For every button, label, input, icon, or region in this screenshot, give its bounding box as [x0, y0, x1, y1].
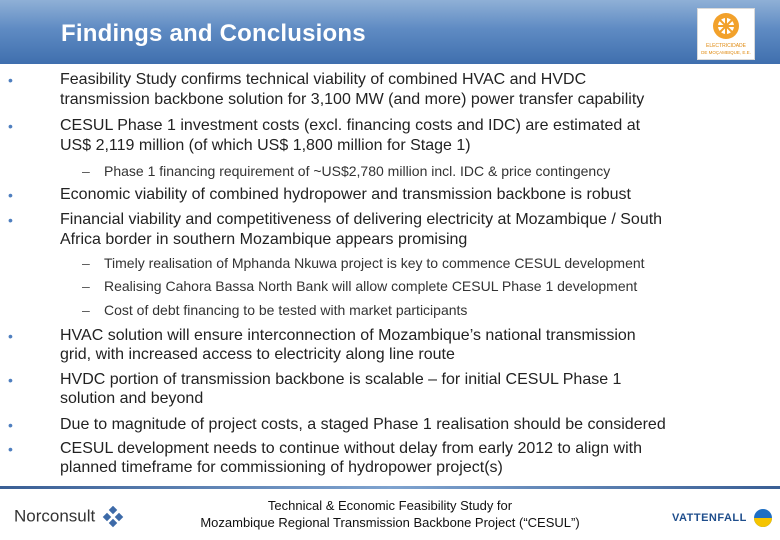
sub-text: Phase 1 financing requirement of ~US$2,780 million incl. IDC & price contingency [104, 163, 611, 179]
bullet-dot: • [8, 417, 13, 433]
bullet-dot: • [8, 441, 13, 457]
vattenfall-mark-icon [753, 508, 773, 528]
norconsult-text: Norconsult [14, 506, 96, 526]
bullet-dot: • [8, 118, 13, 134]
sub-dash: – [82, 302, 90, 318]
footer-line-1: Technical & Economic Feasibility Study for [267, 498, 513, 513]
vattenfall-text: VATTENFALL [672, 511, 747, 524]
bullet-dot: • [8, 212, 13, 228]
bullet-text: Financial viability and competitiveness of delivering electricity at Mozambique / South [60, 211, 663, 228]
footer-caption [0, 497, 780, 531]
logo-text-2: DE MOÇAMBIQUE, E.E. [701, 50, 751, 55]
bullet-dot: • [8, 372, 13, 388]
bullet-text: solution and beyond [60, 390, 204, 407]
sub-text: Timely realisation of Mphanda Nkuwa project is key to commence CESUL development [104, 255, 645, 271]
bullet-dot: • [8, 187, 13, 203]
sub-dash: – [82, 255, 90, 271]
footer-divider [0, 486, 780, 489]
bullet-dot: • [8, 72, 13, 88]
sub-bullet-4 [82, 299, 467, 321]
header-bar [0, 0, 780, 64]
logo-text-1: ELECTRICIDADE [705, 43, 747, 49]
bullet-text: CESUL development needs to continue without delay from early 2012 to align with [60, 440, 642, 457]
bullet-text: Africa border in southern Mozambique appears promising [60, 231, 468, 248]
bullet-dot: • [8, 328, 13, 344]
sub-text: Cost of debt financing to be tested with market participants [104, 302, 468, 318]
bullet-text: CESUL Phase 1 investment costs (excl. financing costs and IDC) are estimated at [60, 117, 641, 134]
bullet-text: Due to magnitude of project costs, a staged Phase 1 realisation should be considered [60, 416, 666, 433]
footer-line-2: Mozambique Regional Transmission Backbone Project (“CESUL”) [200, 515, 580, 530]
sub-bullet-1 [82, 160, 610, 182]
bullet-text: US$ 2,119 million (of which US$ 1,800 million for Stage 1) [60, 137, 471, 154]
page-title: Findings and Conclusions [61, 20, 366, 47]
sub-bullet-2 [82, 252, 645, 274]
bullet-text: HVDC portion of transmission backbone is scalable – for initial CESUL Phase 1 [60, 371, 622, 388]
bullet-text: Feasibility Study confirms technical viability of combined HVAC and HVDC [60, 71, 587, 88]
bullet-text: Economic viability of combined hydropower and transmission backbone is robust [60, 186, 631, 203]
sub-dash: – [82, 278, 90, 294]
bullet-text: HVAC solution will ensure interconnection of Mozambique’s national transmission [60, 327, 636, 344]
sub-text: Realising Cahora Bassa North Bank will allow complete CESUL Phase 1 development [104, 278, 638, 294]
vattenfall-logo [672, 508, 773, 528]
edm-logo [697, 8, 755, 60]
sub-dash: – [82, 163, 90, 179]
bullet-text: grid, with increased access to electricity along line route [60, 346, 455, 363]
bullet-text: planned timeframe for commissioning of hydropower project(s) [60, 459, 503, 476]
sub-bullet-3 [82, 275, 637, 297]
bullet-text: transmission backbone solution for 3,100 MW (and more) power transfer capability [60, 91, 645, 108]
